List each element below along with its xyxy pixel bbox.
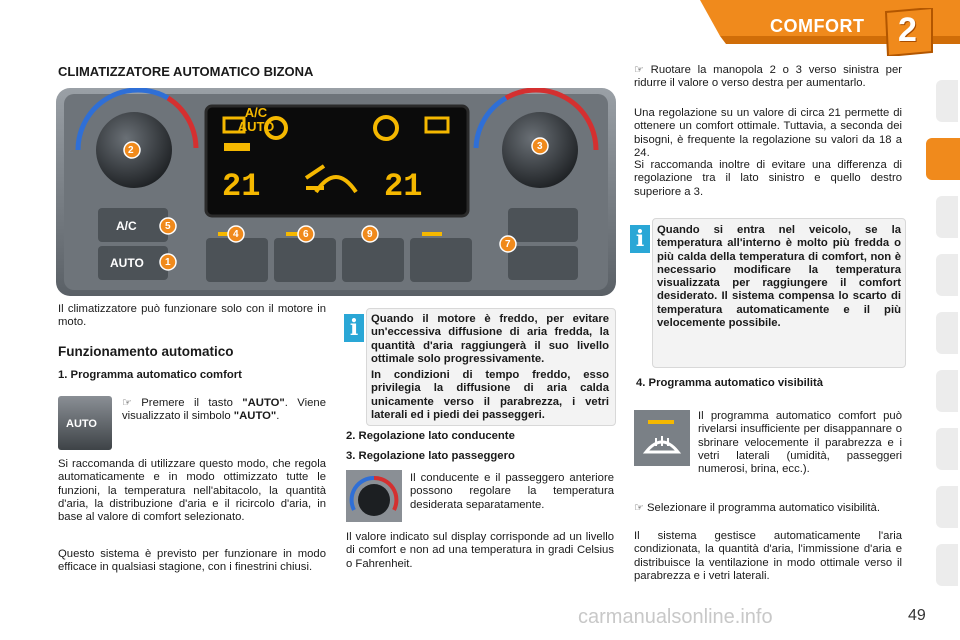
rear-defrost-button[interactable]: [410, 238, 472, 282]
chapter-tab[interactable]: [936, 254, 958, 296]
fan-increase-button[interactable]: [508, 208, 578, 242]
finger-pointer-icon: ☞: [634, 64, 644, 76]
display-temp-right: 21: [384, 168, 423, 205]
visibility-button-icon: [634, 410, 690, 466]
step-4-text: Selezionare il programma automatico visibilità.: [647, 502, 880, 514]
subheading-1: 1. Programma automatico comfort: [58, 369, 242, 381]
info-box-text-1: Quando il motore è freddo, per evitare un'eccessiva diffusione di aria fredda, la quantità d'aria raggiungerà il suo livello ottimale solo progressivamente.: [371, 313, 609, 365]
finger-pointer-icon: ☞: [122, 397, 132, 409]
system-text: Questo sistema è previsto per funzionare in modo efficace in qualsiasi stagione, con i finestrini chiusi.: [58, 548, 326, 574]
info-box-cold-engine: [366, 308, 616, 426]
callout-7: 7: [505, 239, 511, 250]
chapter-tab[interactable]: [936, 196, 958, 238]
visibility-text: Il programma automatico comfort può rivelarsi insufficiente per disappannare o sbrinare velocemente il parabrezza e i vetri laterali (umidità, passeggeri numerosi, brina, ecc.).: [698, 410, 902, 476]
knob-icon: [346, 470, 402, 522]
callout-5: 5: [165, 221, 171, 232]
difference-text: Si raccomanda inoltre di evitare una differenza di regolazione tra il lato sinistro e quello destro superiore a 3.: [634, 159, 902, 198]
manages-text: Il sistema gestisce automaticamente l'aria condizionata, la quantità d'aria, l'immissione d'aria e distribuisce la ventilazione in modo ottimale verso il parabrezza e i vetri laterali.: [634, 530, 902, 582]
step-4: [634, 502, 902, 515]
ac-button-label: A/C: [116, 219, 137, 233]
auto-icon-label: AUTO: [66, 418, 97, 430]
step-1-key-2: "AUTO": [233, 410, 277, 423]
intro-text: Il climatizzatore può funzionare solo con il motore in moto.: [58, 303, 326, 329]
chapter-tab[interactable]: [936, 312, 958, 354]
display-temp-left: 21: [222, 168, 261, 205]
fan-decrease-button[interactable]: [508, 246, 578, 280]
visibility-button[interactable]: [206, 238, 268, 282]
finger-pointer-icon: ☞: [634, 502, 644, 514]
chapter-tab[interactable]: [936, 486, 958, 528]
setting-text: Una regolazione su un valore di circa 21 permette di ottenere un comfort ottimale. Tuttavia, a seconda dei bisogni, è frequente la regolazione su valori da 18 a 24.: [634, 107, 902, 159]
chapter-tab[interactable]: [936, 80, 958, 122]
page-number: 49: [908, 607, 926, 624]
subheading-4: 4. Programma automatico visibilità: [636, 377, 824, 389]
step-1-text-b: . Viene visualizzato il simbolo: [122, 397, 326, 423]
callout-3: 3: [537, 141, 543, 152]
info-box-text-2: In condizioni di tempo freddo, esso privilegia la diffusione di aria calda unicamente verso il parabrezza, i vetri laterali ed i piedi dei passeggeri.: [371, 369, 609, 421]
info-icon: i: [344, 314, 364, 342]
chapter-tabs: [926, 64, 960, 624]
step-1-text-c: .: [276, 410, 280, 423]
chapter-tab[interactable]: [936, 370, 958, 412]
step-1-text-a: Premere il tasto: [141, 397, 243, 409]
chapter-number: 2: [898, 11, 917, 49]
step-1-key: "AUTO": [242, 397, 285, 409]
air-distribution-button[interactable]: [274, 238, 336, 282]
watermark: carmanualsonline.info: [578, 606, 773, 628]
right-step-text: Ruotare la manopola 2 o 3 verso sinistra per ridurre il valore o verso destra per aumentarlo.: [634, 64, 903, 90]
callout-4: 4: [233, 229, 239, 240]
info-icon: i: [630, 225, 650, 253]
display-ac-auto: A/C AUTO: [237, 105, 275, 134]
section-heading-auto: Funzionamento automatico: [58, 344, 234, 359]
adjust-text: Il conducente e il passeggero anteriore possono regolare la temperatura desiderata separatamente.: [410, 472, 614, 511]
recommendation-text: Si raccomanda di utilizzare questo modo, che regola automaticamente e in modo ottimizzato tutte le funzioni, la temperatura nell'abitacolo, la quantità d'aria, la distribuzione d'aria e il ricircolo d'aria, in base al valore di comfort selezionato.: [58, 458, 326, 524]
section-title: COMFORT: [770, 16, 865, 36]
info-box-entering: [652, 218, 906, 368]
auto-button-icon: [58, 396, 112, 450]
right-step: [634, 64, 902, 91]
subheading-3: 3. Regolazione lato passeggero: [346, 450, 515, 462]
recirculation-button[interactable]: [342, 238, 404, 282]
callout-9: 9: [367, 229, 373, 240]
chapter-tab-active[interactable]: [926, 138, 960, 180]
callout-6: 6: [303, 229, 309, 240]
step-1: [122, 397, 326, 424]
chapter-tab[interactable]: [936, 544, 958, 586]
display-value-text: Il valore indicato sul display corrisponde ad un livello di comfort e non ad una temperatura in gradi Celsius o Fahrenheit.: [346, 531, 614, 570]
page-title: CLIMATIZZATORE AUTOMATICO BIZONA: [58, 64, 314, 79]
chapter-tab[interactable]: [936, 428, 958, 470]
info-box-entering-text: Quando si entra nel veicolo, se la temperatura all'interno è molto più fredda o più calda della temperatura di comfort, non è necessario modificare la temperatura visualizzata per raggiungere il comfort desiderato. Il sistema compensa lo scarto di temperatura automaticamente e il più velocemente possibile.: [657, 224, 901, 330]
subheading-2: 2. Regolazione lato conducente: [346, 430, 515, 442]
callout-2: 2: [128, 145, 134, 156]
callout-1: 1: [165, 257, 171, 268]
auto-button-label: AUTO: [110, 256, 144, 270]
